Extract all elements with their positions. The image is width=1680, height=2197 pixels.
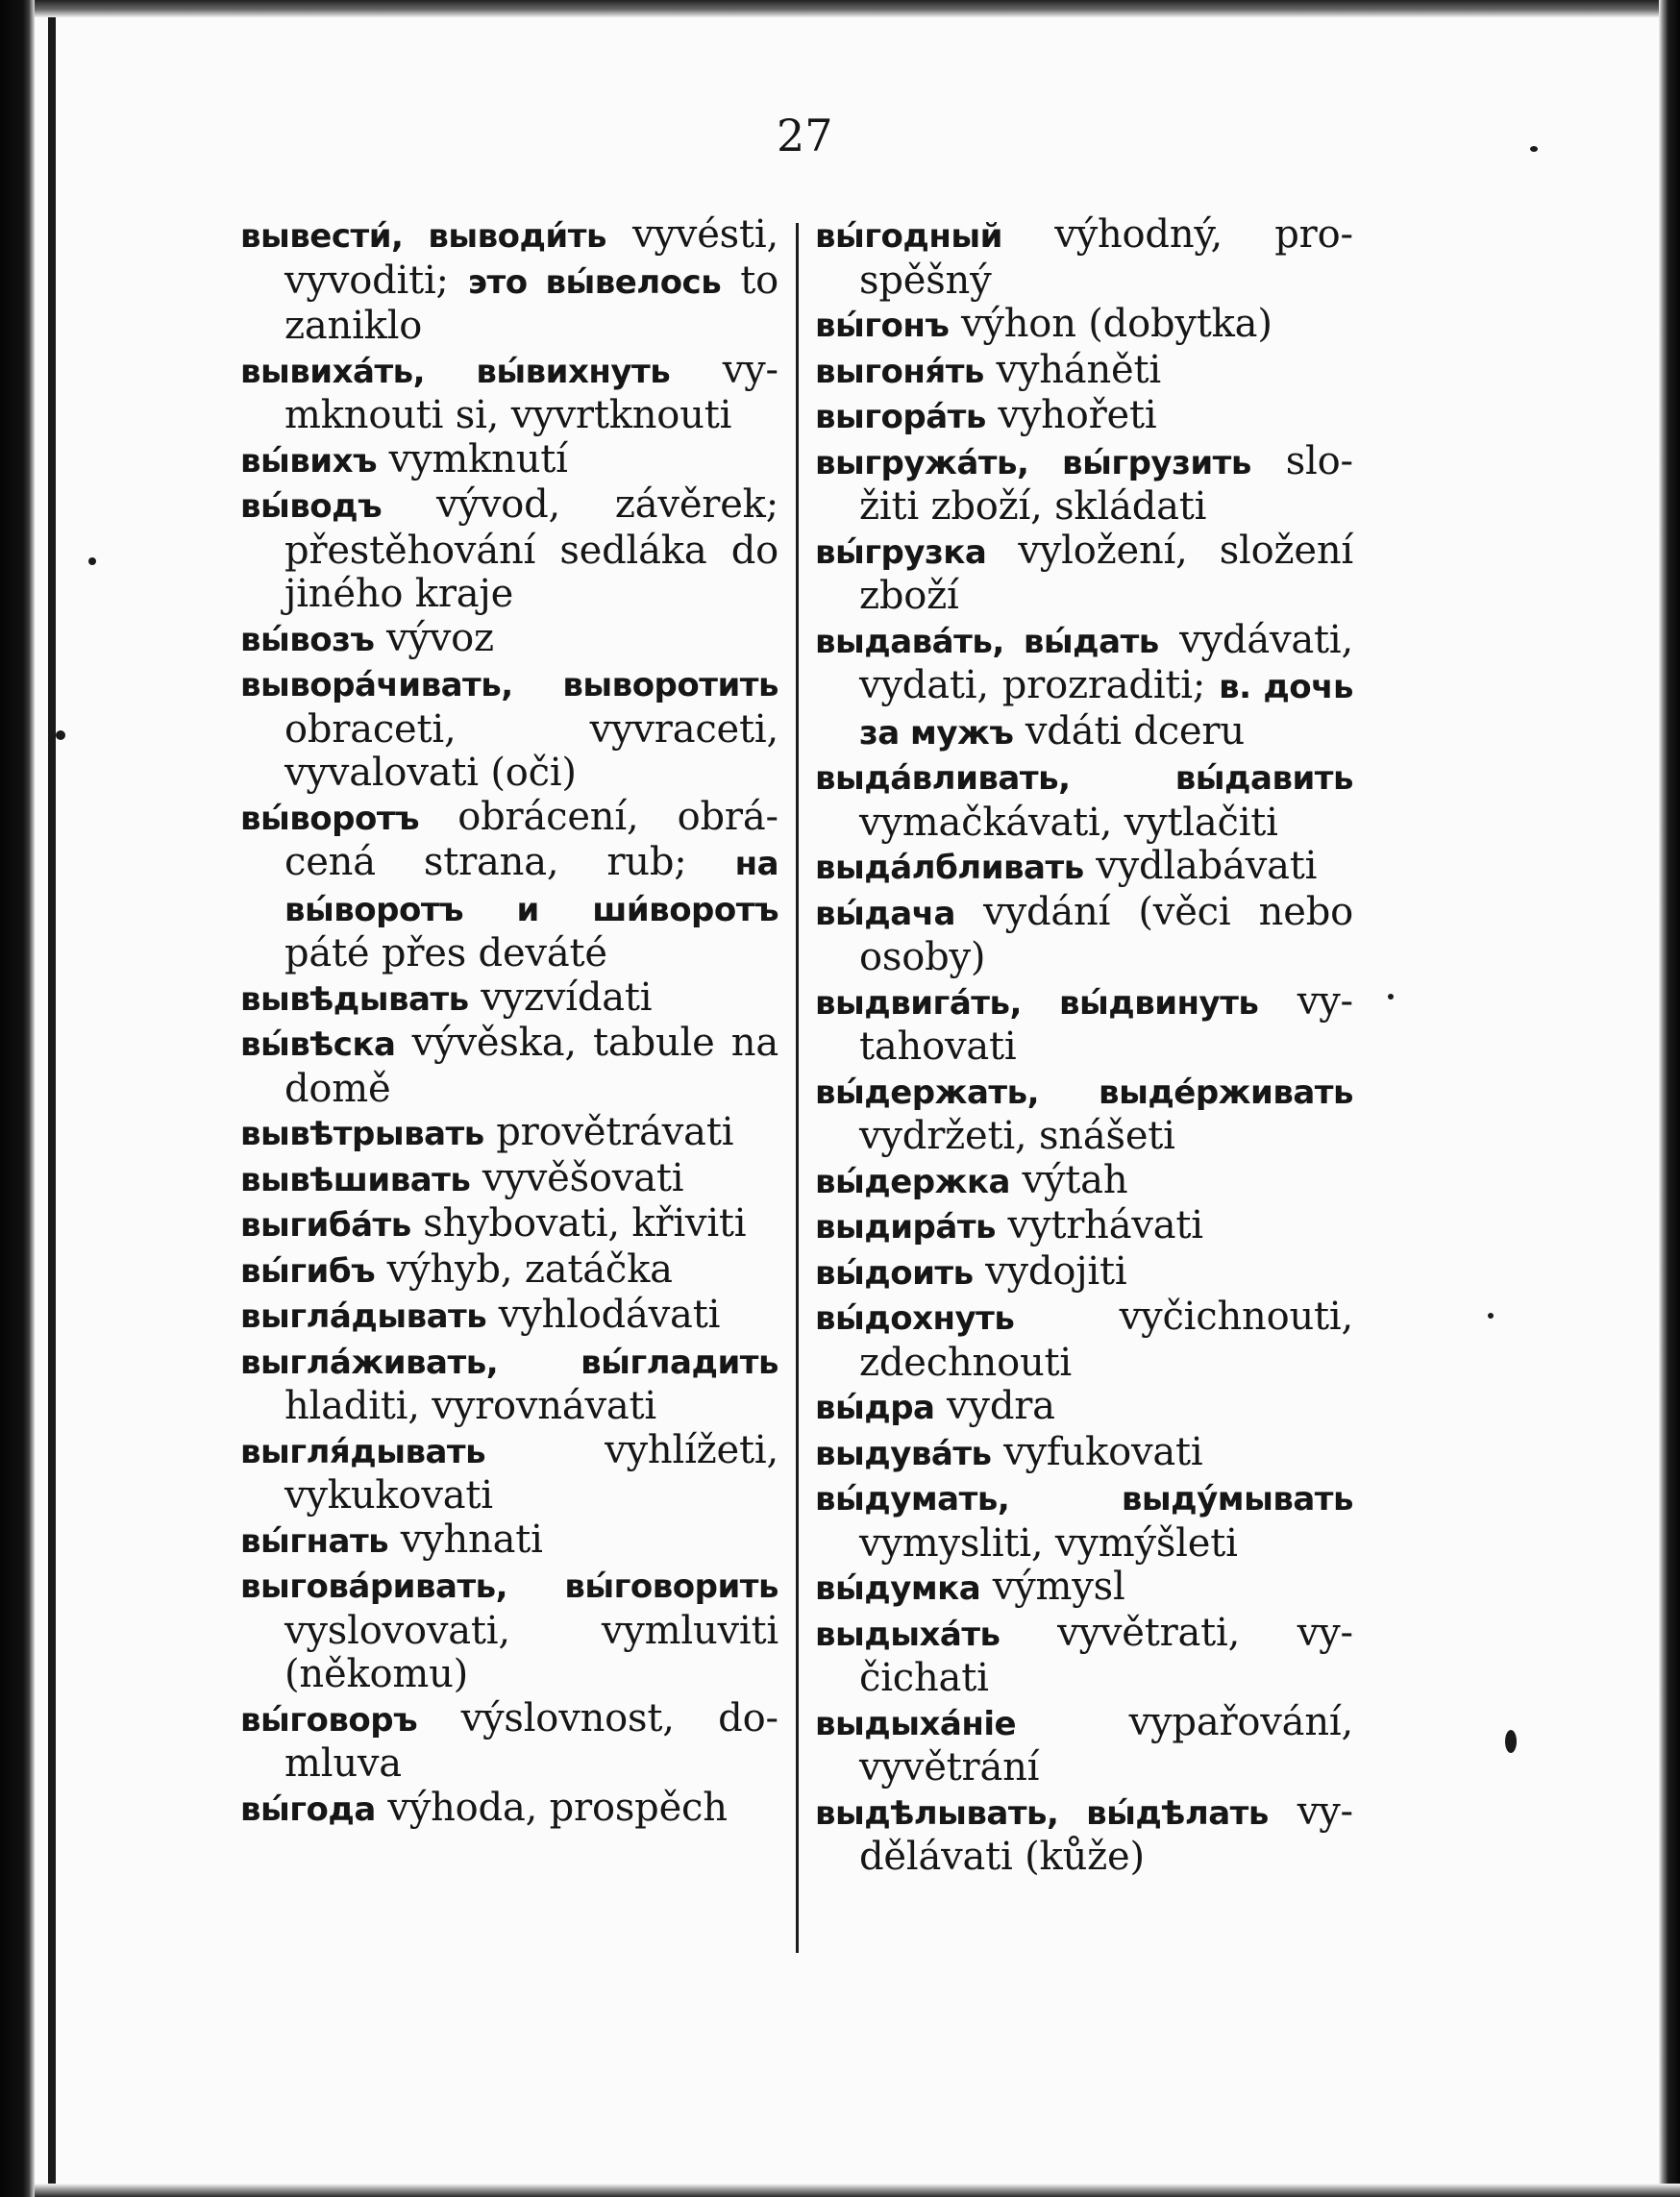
headword: вы́годный xyxy=(815,217,1002,256)
dictionary-entry xyxy=(815,1790,1353,1880)
dictionary-entry xyxy=(240,1202,778,1248)
scan-border-left-line xyxy=(48,0,56,2197)
scan-speck xyxy=(1530,146,1538,152)
scan-speck xyxy=(88,557,96,565)
scan-border-right xyxy=(1659,0,1680,2197)
headword: выдѣлывать, вы́дѣлать xyxy=(815,1793,1269,1833)
definition: vytrhávati xyxy=(1007,1203,1203,1247)
scan-speck xyxy=(56,730,65,740)
column-divider xyxy=(796,223,799,1953)
dictionary-entry xyxy=(815,1250,1353,1296)
phrase: это вы́велось xyxy=(467,262,722,302)
headword: выгружа́ть, вы́грузить xyxy=(815,443,1251,482)
definition: vyvětrati, vyčichati xyxy=(859,1610,1354,1700)
definition: vydávati, vydati, prozraditi; xyxy=(859,617,1354,707)
dictionary-entry xyxy=(240,1787,778,1833)
dictionary-entry xyxy=(815,394,1353,440)
dictionary-entry xyxy=(815,891,1353,980)
dictionary-entry xyxy=(240,976,778,1023)
headword: вы́воротъ xyxy=(240,799,420,838)
definition: vydlabávati xyxy=(1096,844,1318,888)
dictionary-entry xyxy=(240,1518,778,1565)
dictionary-entry xyxy=(240,1248,778,1295)
headword: вывора́чивать, выворотить xyxy=(240,666,778,704)
headword: вывѣшивать xyxy=(240,1160,471,1199)
definition: vyfukovati xyxy=(1003,1429,1203,1474)
dictionary-entry xyxy=(815,530,1353,619)
headword: выдува́ть xyxy=(815,1434,992,1473)
scan-border-left xyxy=(0,0,35,2197)
definition: výslovnost, domluva xyxy=(284,1695,778,1786)
headword: выгора́ть xyxy=(815,398,986,436)
definition: vyzvídati xyxy=(481,975,653,1020)
definition: vydra xyxy=(947,1384,1055,1428)
right-column xyxy=(815,213,1353,1880)
dictionary-entry xyxy=(815,213,1353,303)
dictionary-entry xyxy=(240,1294,778,1340)
definition: vývěska, tabule na domě xyxy=(284,1021,778,1111)
headword: вы́возъ xyxy=(240,620,375,659)
dictionary-entry xyxy=(815,440,1353,530)
definition: vyhlodávati xyxy=(498,1293,721,1337)
dictionary-entry xyxy=(240,1564,778,1697)
definition: vytahovati xyxy=(859,978,1353,1069)
headword: выда́лбливать xyxy=(815,849,1084,887)
headword: вы́дра xyxy=(815,1389,935,1427)
headword: выгля́дывать xyxy=(240,1432,486,1471)
definition: vyhnati xyxy=(400,1517,543,1562)
headword: вывѣтрывать xyxy=(240,1115,484,1153)
headword: вы́держка xyxy=(815,1162,1010,1201)
headword: выгла́дывать xyxy=(240,1297,487,1336)
headword: вывѣдывать xyxy=(240,979,469,1019)
definition: vydojiti xyxy=(985,1248,1127,1294)
dictionary-entry xyxy=(240,1022,778,1111)
definition: vymknutí xyxy=(388,436,568,481)
dictionary-entry xyxy=(240,1157,778,1203)
dictionary-entry xyxy=(815,1204,1353,1250)
definition: vypařování, vyvětrání xyxy=(859,1699,1353,1790)
headword: вывиха́ть, вы́вихнуть xyxy=(240,352,671,391)
definition: provětrávati xyxy=(496,1110,734,1154)
dictionary-entry xyxy=(815,1385,1353,1431)
definition: obraceti, vyvraceti, vyvalovati (oči) xyxy=(284,706,778,795)
headword: выгла́живать, вы́гладить xyxy=(240,1343,778,1382)
dictionary-entry xyxy=(240,662,778,796)
headword: вы́гнать xyxy=(240,1521,389,1561)
dictionary-entry xyxy=(240,213,778,349)
headword: выдава́ть, вы́дать xyxy=(815,622,1159,661)
definition: výhyb, zatáčka xyxy=(386,1247,673,1292)
dictionary-entry xyxy=(815,1431,1353,1477)
headword: выда́вливать, вы́давить xyxy=(815,759,1353,798)
definition: vyvésti, vyvoditi; xyxy=(284,212,778,303)
dictionary-entry xyxy=(240,438,778,484)
phrase: на вы́воротъ и ши́воротъ xyxy=(284,845,779,929)
definition: vyvěšovati xyxy=(482,1155,684,1200)
phrase: в. дочь за мужъ xyxy=(859,668,1353,753)
phrase-definition: páté přes deváté xyxy=(284,931,607,975)
definition: vymačkávati, vytlačiti xyxy=(859,800,1278,845)
definition: vývoz xyxy=(385,615,494,660)
headword: вы́говоръ xyxy=(240,1700,418,1740)
dictionary-entry xyxy=(815,349,1353,395)
dictionary-entry xyxy=(815,980,1353,1070)
phrase-definition: to zaniklo xyxy=(284,258,779,348)
definition: obrácení, obrácená strana, rub; xyxy=(284,794,779,884)
headword: вы́думать, выду́мывать xyxy=(815,1480,1353,1518)
dictionary-entry xyxy=(240,483,778,617)
dictionary-entry xyxy=(815,845,1353,891)
headword: вы́водъ xyxy=(240,487,383,526)
headword: выдвига́ть, вы́двинуть xyxy=(815,983,1259,1023)
scan-speck xyxy=(1505,1730,1517,1753)
definition: vyslovovati, vymluviti (někomu) xyxy=(284,1608,778,1696)
definition: vyhlížeti, vykukovati xyxy=(284,1427,778,1518)
definition: vymysliti, vymýšleti xyxy=(859,1520,1238,1566)
headword: вы́дохнуть xyxy=(815,1299,1015,1338)
definition: vyháněti xyxy=(996,347,1161,392)
definition: shybovati, křiviti xyxy=(423,1201,747,1246)
definition: výhon (dobytka) xyxy=(960,302,1272,346)
scan-border-bottom xyxy=(35,2184,1680,2197)
headword: вы́вѣска xyxy=(240,1025,396,1064)
dictionary-entry xyxy=(240,1697,778,1787)
definition: výhoda, prospěch xyxy=(387,1785,728,1830)
dictionary-entry xyxy=(240,1111,778,1157)
dictionary-entry xyxy=(240,796,778,976)
dictionary-entry xyxy=(815,303,1353,349)
dictionary-entry xyxy=(815,1612,1353,1701)
dictionary-entry xyxy=(815,619,1353,756)
page-number: 27 xyxy=(777,110,833,161)
headword: выдыха́ть xyxy=(815,1615,1001,1654)
scan-speck xyxy=(1388,994,1394,1000)
phrase-definition: vdáti dceru xyxy=(1025,708,1245,753)
definition: vymknouti si, vyvrtknouti xyxy=(284,347,778,437)
dictionary-entry xyxy=(240,1429,778,1518)
headword: вывести́, выводи́ть xyxy=(240,217,606,256)
headword: вы́гибъ xyxy=(240,1251,376,1291)
definition: výhodný, prospěšný xyxy=(859,212,1353,303)
left-column xyxy=(240,213,778,1832)
scan-border-top xyxy=(35,0,1680,17)
definition: vyhořeti xyxy=(998,393,1157,437)
dictionary-entry xyxy=(815,755,1353,845)
definition: vyčichnouti, zdechnouti xyxy=(859,1295,1353,1385)
dictionary-entry xyxy=(815,1566,1353,1612)
headword: выгиба́ть xyxy=(240,1206,411,1245)
dictionary-entry xyxy=(815,1159,1353,1205)
dictionary-entry xyxy=(815,1701,1353,1790)
headword: вы́доить xyxy=(815,1253,974,1293)
dictionary-entry xyxy=(240,617,778,663)
headword: вы́грузка xyxy=(815,532,987,572)
headword: вы́гонъ xyxy=(815,307,950,345)
dictionary-entry xyxy=(240,349,778,438)
definition: hladiti, vyrovnávati xyxy=(284,1384,657,1428)
definition: vydržeti, snášeti xyxy=(859,1114,1175,1158)
headword: выдыха́нiе xyxy=(815,1704,1017,1743)
definition: vyložení, složení zboží xyxy=(859,528,1353,618)
dictionary-entry xyxy=(240,1340,778,1429)
definition: vývod, závěrek; přestěhování sedláka do jiného kraje xyxy=(284,482,778,616)
dictionary-entry xyxy=(815,1070,1353,1159)
headword: выгоня́ть xyxy=(815,352,984,391)
headword: выгова́ривать, вы́говорить xyxy=(240,1568,778,1606)
headword: вы́держать, выде́рживать xyxy=(815,1073,1353,1112)
dictionary-entry xyxy=(815,1476,1353,1566)
definition: vydělávati (kůže) xyxy=(859,1789,1353,1879)
headword: вы́думка xyxy=(815,1569,981,1608)
headword: выдира́ть xyxy=(815,1208,997,1247)
headword: вы́дача xyxy=(815,894,955,933)
headword: вы́года xyxy=(240,1790,376,1829)
definition: vydání (věci nebo osoby) xyxy=(859,889,1353,979)
headword: вы́вихъ xyxy=(240,441,378,481)
dictionary-entry xyxy=(815,1296,1353,1385)
definition: výtah xyxy=(1022,1157,1128,1202)
definition: výmysl xyxy=(992,1565,1125,1609)
scan-speck xyxy=(1488,1313,1494,1319)
definition: složiti zboží, skládati xyxy=(859,438,1354,529)
